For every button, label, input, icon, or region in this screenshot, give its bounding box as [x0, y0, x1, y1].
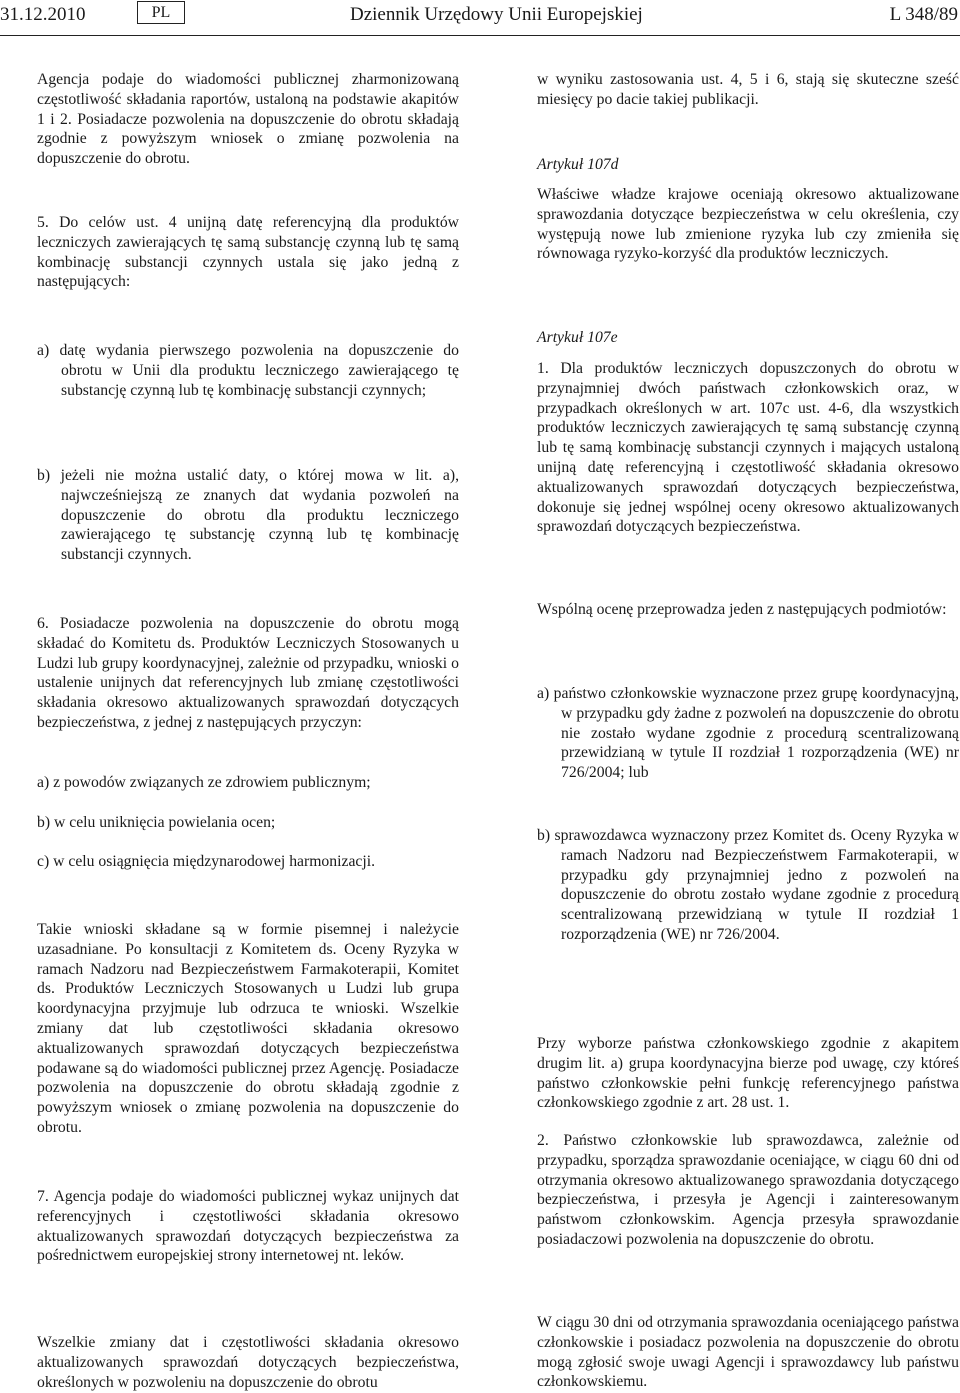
list-item: b) sprawozdawca wyznaczony przez Komitet ds. Oceny Ryzyka w ramach Nadzoru nad Bezpieczeństwem Farmakoterapii, w przypadku gdy przynajmniej jedno z pozwoleń na dopuszczenie do obrotu zostało wydane zgodnie z procedurą scentralizowaną przewidzianą w tytule II rozdział 1 rozporządzenia (WE) nr 726/2004.	[537, 827, 959, 943]
list-item: a) z powodów związanych ze zdrowiem publicznym;	[37, 774, 371, 791]
list-item: b) jeżeli nie można ustalić daty, o której mowa w lit. a), najwcześniejszą ze znanych dat wydania pozwoleń na dopuszczenie do obrotu dla produktu leczniczego zawierającego tę substancję czynną lub tę kombinację substancji czynnych.	[37, 467, 459, 564]
paragraph: Przy wyborze państwa członkowskiego zgodnie z akapitem drugim lit. a) grupa koordynacyjna bierze pod uwagę, czy któreś państwo członkowskie pełni funkcję referencyjnego państwa członkowskiego zgodnie z art. 28 ust. 1.	[537, 1035, 959, 1112]
page-reference: L 348/89	[889, 4, 958, 25]
list-item: a) państwo członkowskie wyznaczone przez grupę koordynacyjną, w przypadku gdy żadne z pozwoleń na dopuszczenie do obrotu nie zostało wydane zgodnie z procedurą scentralizowaną przewidzianą w tytule II rozdział 1 rozporządzenia (WE) nr 726/2004; lub	[537, 685, 959, 782]
paragraph: 2. Państwo członkowskie lub sprawozdawca, zależnie od przypadku, sporządza sprawozdanie oceniające, w ciągu 60 dni od otrzymania okresowo aktualizowanego sprawozdania dotyczącego bezpieczeństwa, i przesyła je Agencji i zainteresowanym państwom członkowskim. Agencja przesyła sprawozdanie posiadaczowi pozwolenia na dopuszczenie do obrotu.	[537, 1132, 959, 1248]
paragraph: Takie wnioski składane są w formie pisemnej i należycie uzasadniane. Po konsultacji z Komitetem ds. Oceny Ryzyka w ramach Nadzoru nad Bezpieczeństwem Farmakoterapii, Komitet ds. Produktów Leczniczych Stosowanych u Ludzi lub grupa koordynacyjna przyjmuje lub odrzuca te wnioski. Wszelkie zmiany dat lub częstotliwości składania okresowo aktualizowanych sprawozdań dotyczących bezpieczeństwa podawane są do wiadomości publicznej przez Agencję. Posiadacze pozwolenia na dopuszczenie do obrotu składają zgodnie z powyższym wniosek o zmianę pozwolenia na dopuszczenie do obrotu.	[37, 921, 459, 1136]
page-header	[0, 0, 960, 36]
list-item: c) w celu osiągnięcia międzynarodowej harmonizacji.	[37, 853, 376, 870]
paragraph: Wspólną ocenę przeprowadza jeden z następujących podmiotów:	[537, 601, 947, 618]
paragraph: W ciągu 30 dni od otrzymania sprawozdania oceniającego państwa członkowskie i posiadacz pozwolenia na dopuszczenie do obrotu mogą zgłosić swoje uwagi Agencji i sprawozdawcy lub państwu członkowskiemu.	[537, 1314, 959, 1391]
list-item: b) w celu uniknięcia powielania ocen;	[37, 814, 276, 831]
header-rule	[0, 35, 960, 36]
paragraph-7: 7. Agencja podaje do wiadomości publicznej wykaz unijnych dat referencyjnych i częstotliwości składania okresowo aktualizowanych sprawozdań dotyczących bezpieczeństwa za pośrednictwem europejskiej strony internetowej nt. leków.	[37, 1188, 459, 1265]
paragraph-5: 5. Do celów ust. 4 unijną datę referencyjną dla produktów leczniczych zawierających tę samą substancję czynną lub tę samą kombinację substancji czynnych ustala się jako jedną z następujących:	[37, 214, 459, 291]
language-badge: PL	[137, 1, 185, 24]
paragraph: Agencja podaje do wiadomości publicznej zharmonizowaną częstotliwość składania raportów, ustaloną na podstawie akapitów 1 i 2. Posiadacze pozwolenia na dopuszczenie do obrotu składają zgodnie z powyższym wniosek o zmianę pozwolenia na dopuszczenie do obrotu.	[37, 71, 459, 168]
list-item: a) datę wydania pierwszego pozwolenia na dopuszczenie do obrotu w Unii dla produktu leczniczego zawierającego tę substancję czynną lub tę kombinację substancji czynnych;	[37, 342, 459, 399]
article-heading: Artykuł 107e	[537, 329, 618, 346]
journal-title: Dziennik Urzędowy Unii Europejskiej	[350, 4, 643, 25]
paragraph-6: 6. Posiadacze pozwolenia na dopuszczenie do obrotu mogą składać do Komitetu ds. Produktów Leczniczych Stosowanych u Ludzi lub grupy koordynacyjnej, zależnie od przypadku, wnioski o ustalenie unijnych dat referencyjnych lub zmianę częstotliwości składania okresowo aktualizowanych sprawozdań dotyczących bezpieczeństwa, z jednej z następujących przyczyn:	[37, 615, 459, 731]
paragraph: w wyniku zastosowania ust. 4, 5 i 6, stają się skuteczne sześć miesięcy po dacie takiej publikacji.	[537, 71, 959, 108]
publication-date: 31.12.2010	[0, 4, 86, 25]
article-heading: Artykuł 107d	[537, 156, 619, 173]
paragraph: 1. Dla produktów leczniczych dopuszczonych do obrotu w przynajmniej dwóch państwach członkowskich oraz, w przypadkach określonych w art. 107c ust. 4-6, dla wszystkich produktów leczniczych zawierających tę samą substancję czynną lub tę samą kombinację substancji czynnych i mających ustaloną unijną datę referencyjną i częstotliwość składania okresowo aktualizowanych sprawozdań dotyczących bezpieczeństwa, dokonuje się jednej wspólnej oceny okresowo aktualizowanych sprawozdań dotyczących bezpieczeństwa.	[537, 360, 959, 536]
paragraph: Wszelkie zmiany dat i częstotliwości składania okresowo aktualizowanych sprawozdań dotyczących bezpieczeństwa, określonych w pozwoleniu na dopuszczenie do obrotu	[37, 1334, 459, 1391]
paragraph: Właściwe władze krajowe oceniają okresowo aktualizowane sprawozdania dotyczące bezpieczeństwa w celu określenia, czy występują nowe lub zmienione ryzyka lub czy zmieniła się równowaga ryzyko-korzyść dla produktów leczniczych.	[537, 186, 959, 263]
